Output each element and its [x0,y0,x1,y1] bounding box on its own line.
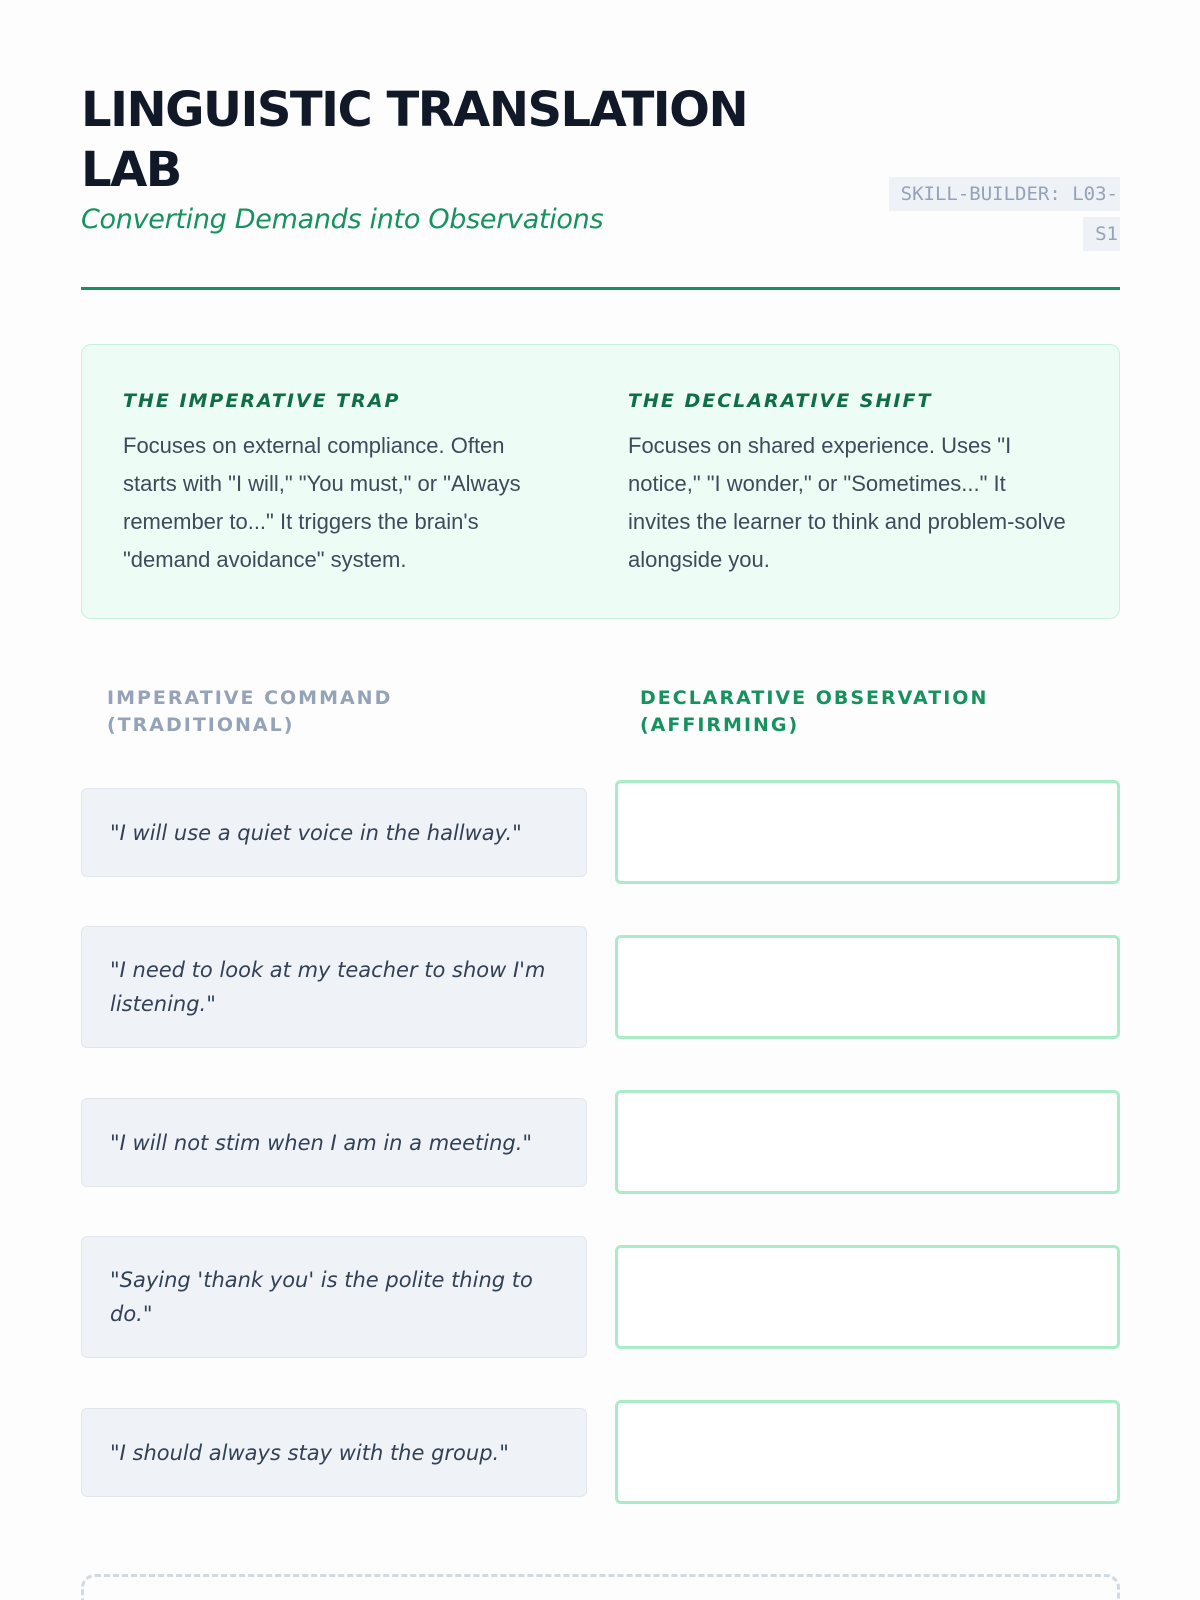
command-card: "I will use a quiet voice in the hallway." [81,788,587,877]
header [81,80,1120,290]
answer-input[interactable] [615,1400,1120,1504]
imperative-info [123,389,563,579]
answer-input[interactable] [615,1245,1120,1349]
imperative-description: Focuses on external compliance. Often starts with "I will," "You must," or "Always remember to..." It triggers the brain's "demand avoidance" system. [123,433,521,572]
page-title: LINGUISTIC TRANSLATION LAB [81,82,748,198]
command-card: "Saying 'thank you' is the polite thing to do." [81,1236,587,1358]
header-divider [81,287,1120,290]
answer-input[interactable] [615,780,1120,884]
skill-code-badge [880,174,1120,254]
command-card: "I need to look at my teacher to show I'm listening." [81,926,587,1048]
answer-input[interactable] [615,935,1120,1039]
reflection-box [81,1574,1120,1600]
declarative-info [628,389,1068,579]
declarative-description: Focuses on shared experience. Uses "I notice," "I wonder," or "Sometimes..." It invites the learner to think and problem-solve alongside you. [628,433,1066,572]
page-subtitle: Converting Demands into Observations [81,204,604,235]
imperative-column-header: IMPERATIVE COMMAND (TRADITIONAL) [107,687,393,736]
answer-input[interactable] [615,1090,1120,1194]
declarative-heading: THE DECLARATIVE SHIFT [628,390,933,412]
declarative-column-header: DECLARATIVE OBSERVATION (AFFIRMING) [640,687,989,736]
command-card: "I should always stay with the group." [81,1408,587,1497]
info-panel [81,344,1120,619]
imperative-heading: THE IMPERATIVE TRAP [123,390,401,412]
worksheet-page [81,0,1120,1600]
skill-code-text: SKILL-BUILDER: L03-S1 [889,177,1120,251]
command-card: "I will not stim when I am in a meeting." [81,1098,587,1187]
